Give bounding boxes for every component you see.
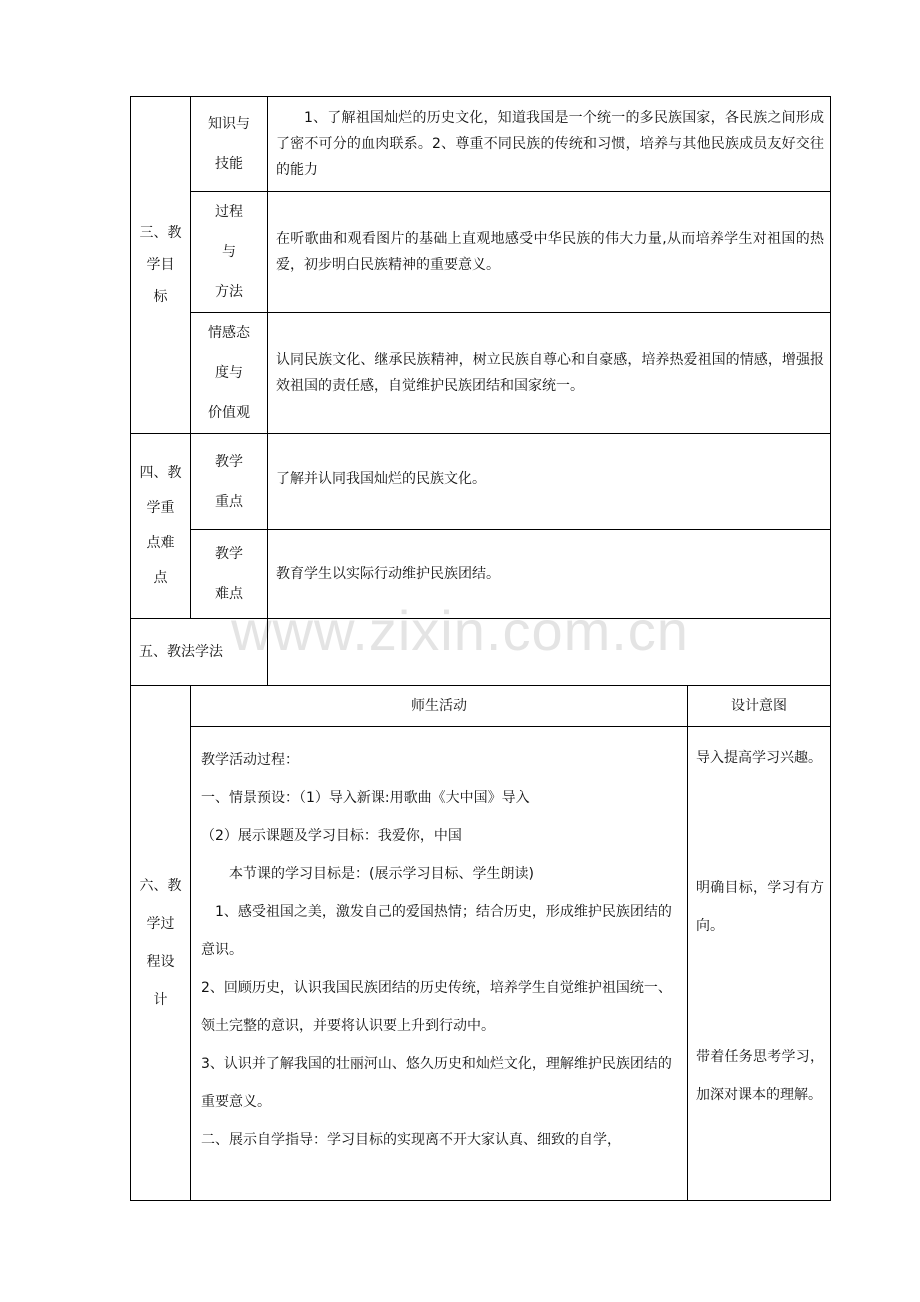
activity-content bbox=[191, 727, 688, 1201]
section6-label: 六、教 学过 程设 计 bbox=[131, 686, 191, 1201]
sub-label-emotion: 情感态 度与 价值观 bbox=[191, 313, 268, 434]
knowledge-text: 1、了解祖国灿烂的历史文化，知道我国是一个统一的多民族国家，各民族之间形成了密不可分的血肉联系。2、尊重不同民族的传统和习惯，培养与其他民族成员友好交往的能力 bbox=[268, 97, 831, 192]
sub-label-key-point: 教学 重点 bbox=[191, 434, 268, 530]
method-row bbox=[131, 619, 831, 686]
lesson-plan-table bbox=[130, 96, 831, 1201]
process-text: 在听歌曲和观看图片的基础上直观地感受中华民族的伟大力量,从而培养学生对祖国的热爱，初步明白民族精神的重要意义。 bbox=[268, 192, 831, 313]
objective-process-row bbox=[131, 192, 831, 313]
intent-item: 明确目标，学习有方向。 bbox=[696, 880, 824, 934]
activity-line: 一、情景预设：（1）导入新课:用歌曲《大中国》导入 bbox=[201, 790, 530, 806]
watermark: www.zixin.com.cn bbox=[231, 599, 689, 662]
activity-line: 3、认识并了解我国的壮丽河山、悠久历史和灿烂文化，理解维护民族团结的重要意义。 bbox=[201, 1056, 672, 1110]
intent-column-header: 设计意图 bbox=[688, 686, 831, 727]
objective-knowledge-row bbox=[131, 97, 831, 192]
method-text bbox=[268, 619, 831, 686]
intent-item: 带着任务思考学习，加深对课本的理解。 bbox=[696, 1049, 824, 1103]
section4-label: 四、教 学重 点难 点 bbox=[131, 434, 191, 619]
activity-line: （2）展示课题及学习目标：我爱你，中国 bbox=[201, 828, 462, 844]
key-point-row bbox=[131, 434, 831, 530]
activity-line: 二、展示自学指导：学习目标的实现离不开大家认真、细致的自学， bbox=[201, 1132, 621, 1148]
intent-content bbox=[688, 727, 831, 1201]
activity-line: 本节课的学习目标是：(展示学习目标、学生朗读) bbox=[229, 866, 534, 882]
process-header-row bbox=[131, 686, 831, 727]
sub-label-process: 过程 与 方法 bbox=[191, 192, 268, 313]
section3-label: 三、教 学目 标 bbox=[131, 97, 191, 434]
emotion-text: 认同民族文化、继承民族精神，树立民族自尊心和自豪感，培养热爱祖国的情感，增强报效祖国的责任感，自觉维护民族团结和国家统一。 bbox=[268, 313, 831, 434]
difficult-point-row bbox=[131, 530, 831, 619]
difficult-point-text: 教育学生以实际行动维护民族团结。 bbox=[268, 530, 831, 619]
activity-line: 1、感受祖国之美，激发自己的爱国热情；结合历史，形成维护民族团结的意识。 bbox=[201, 904, 672, 958]
process-body-row bbox=[131, 727, 831, 1201]
objective-emotion-row bbox=[131, 313, 831, 434]
activity-line: 2、回顾历史，认识我国民族团结的历史传统，培养学生自觉维护祖国统一、领土完整的意识，并要将认识要上升到行动中。 bbox=[201, 980, 672, 1034]
sub-label-knowledge: 知识与 技能 bbox=[191, 97, 268, 192]
sub-label-difficult-point: 教学 难点 bbox=[191, 530, 268, 619]
section5-label: 五、教法学法 bbox=[131, 619, 268, 686]
activity-column-header: 师生活动 bbox=[191, 686, 688, 727]
intent-item: 导入提高学习兴趣。 bbox=[696, 750, 822, 766]
activity-line: 教学活动过程： bbox=[201, 752, 299, 768]
key-point-text: 了解并认同我国灿烂的民族文化。 bbox=[268, 434, 831, 530]
